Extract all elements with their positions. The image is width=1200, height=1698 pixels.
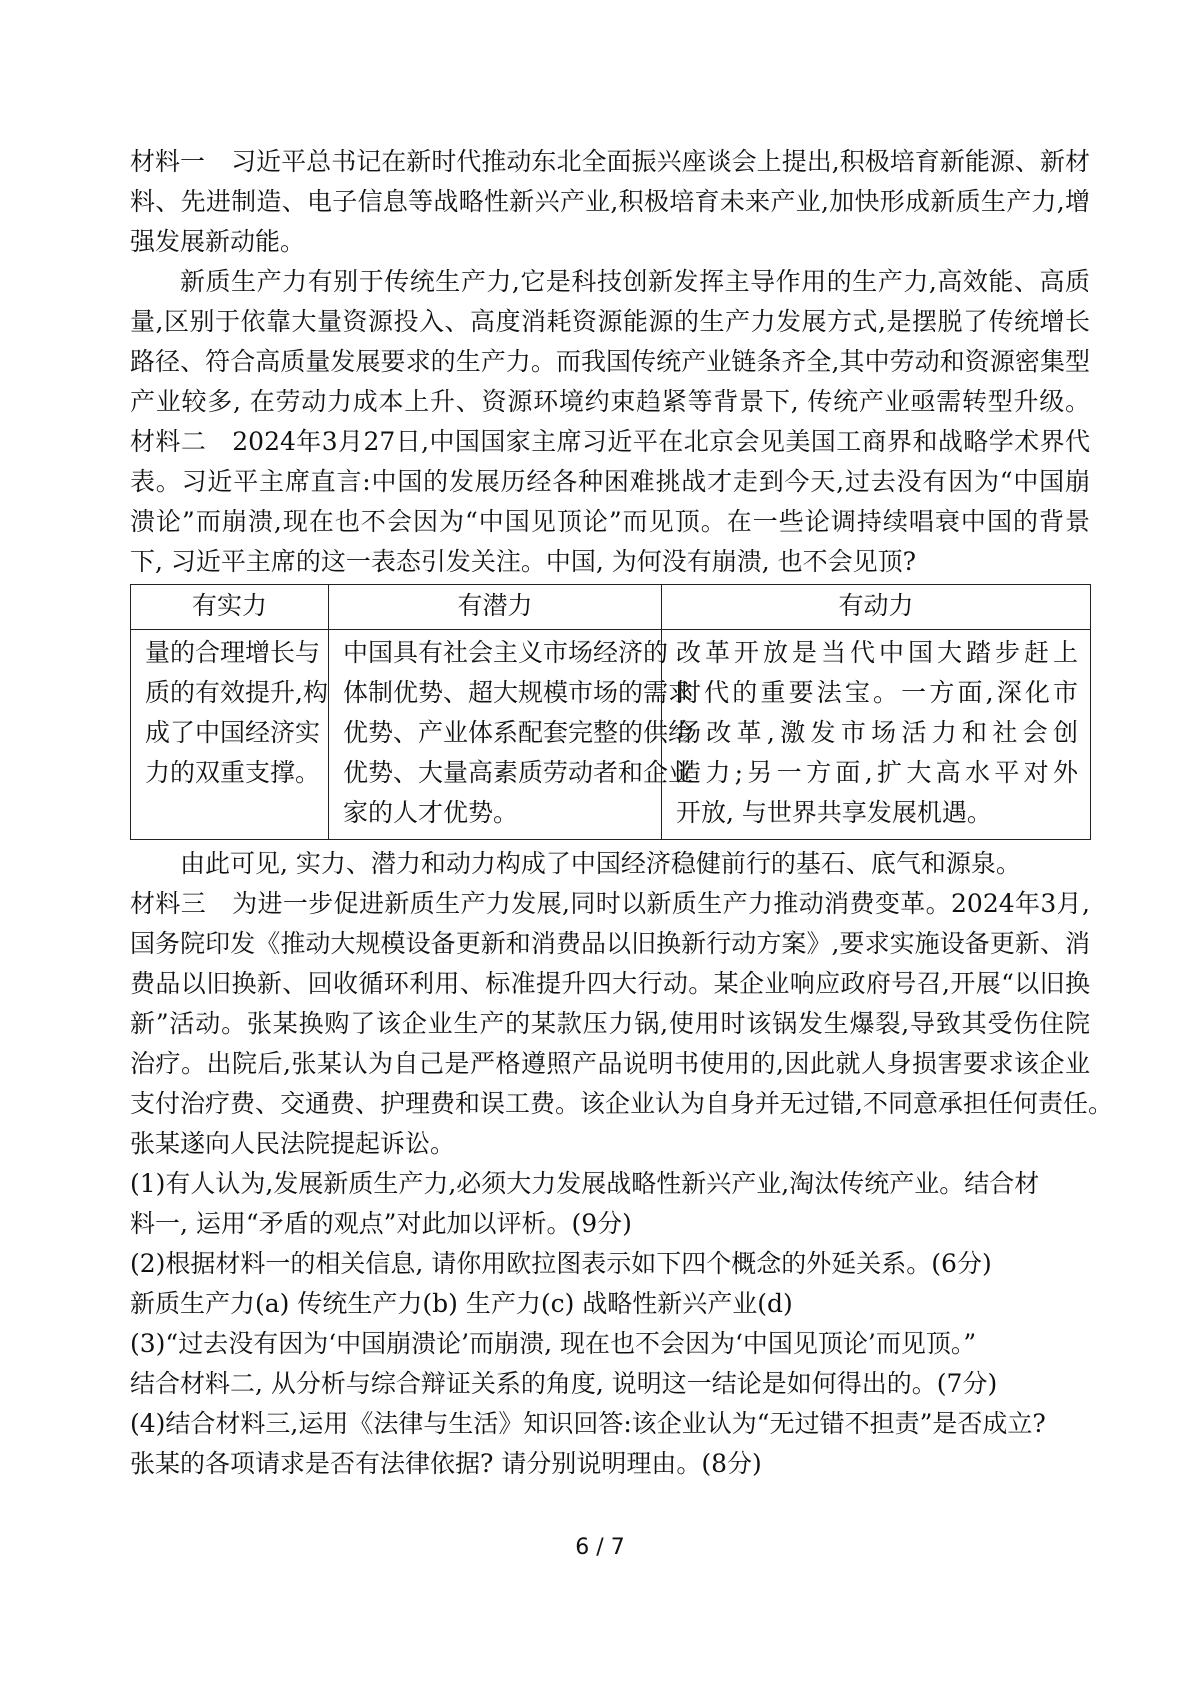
material2-conclusion: 由此可见, 实力、潜力和动力构成了中国经济稳健前行的基石、底气和源泉。 [180, 849, 1021, 878]
question-3-line-2: 结合材料二, 从分析与综合辩证关系的角度, 说明这一结论是如何得出的。(7分) [130, 1369, 998, 1398]
table-row [131, 630, 1091, 840]
material2-title: 材料二 [130, 427, 207, 456]
question-4-line-1: (4)结合材料三,运用《法律与生活》知识回答:该企业认为“无过错不担责”是否成立? [130, 1409, 1046, 1438]
material3-line-3: 费品以旧换新、回收循环利用、标准提升四大行动。某企业响应政府号召,开展“以旧换 [130, 969, 1090, 998]
material1-para2-line-4: 产业较多, 在劳动力成本上升、资源环境约束趋紧等背景下, 传统产业亟需转型升级。 [130, 387, 1090, 416]
document-content [130, 142, 1113, 1484]
material1-para2-line-1: 新质生产力有别于传统生产力,它是科技创新发挥主导作用的生产力,高效能、高质 [180, 267, 1090, 296]
material2-table [130, 584, 1091, 840]
material3-line-1: 材料三 为进一步促进新质生产力发展,同时以新质生产力推动消费变革。2024年3月, [130, 889, 1090, 918]
material2-line-4: 下, 习近平主席的这一表态引发关注。中国, 为何没有崩溃, 也不会见顶? [130, 547, 917, 576]
material1-line-1: 材料一 习近平总书记在新时代推动东北全面振兴座谈会上提出,积极培育新能源、新材 [130, 147, 1090, 176]
table-header-strength: 有实力 [131, 585, 329, 630]
table-cell-strength: 量的合理增长与 质的有效提升,构 成了中国经济实 力的双重支撑。 [131, 630, 329, 840]
material1-para2-line-2: 量,区别于依靠大量资源投入、高度消耗资源能源的生产力发展方式,是摆脱了传统增长 [130, 307, 1090, 336]
table-header-potential: 有潜力 [329, 585, 662, 630]
material3-line-7: 张某遂向人民法院提起诉讼。 [130, 1129, 456, 1158]
table-header-row [131, 585, 1091, 630]
question-1-line-2: 料一, 运用“矛盾的观点”对此加以评析。(9分) [130, 1209, 632, 1238]
page-number: 6 / 7 [575, 1535, 625, 1560]
material3-line-4: 新”活动。张某换购了该企业生产的某款压力锅,使用时该锅发生爆裂,导致其受伤住院 [130, 1009, 1090, 1038]
material1-para2-line-3: 路径、符合高质量发展要求的生产力。而我国传统产业链条齐全,其中劳动和资源密集型 [130, 347, 1090, 376]
table-header-momentum: 有动力 [662, 585, 1091, 630]
question-2-line-2: 新质生产力(a) 传统生产力(b) 生产力(c) 战略性新兴产业(d) [130, 1289, 793, 1318]
material3-line-6: 支付治疗费、交通费、护理费和误工费。该企业认为自身并无过错,不同意承担任何责任。 [130, 1089, 1113, 1118]
material3-line-2: 国务院印发《推动大规模设备更新和消费品以旧换新行动方案》,要求实施设备更新、消 [130, 929, 1090, 958]
question-2-line-1: (2)根据材料一的相关信息, 请你用欧拉图表示如下四个概念的外延关系。(6分) [130, 1249, 992, 1278]
table-cell-momentum: 改革开放是当代中国大踏步赶上 时代的重要法宝。一方面,深化市 场改革,激发市场活力和社会创 造力;另一方面,扩大高水平对外 开放, 与世界共享发展机遇。 [662, 630, 1091, 840]
question-1-line-1: (1)有人认为,发展新质生产力,必须大力发展战略性新兴产业,淘汰传统产业。结合材 [130, 1169, 1040, 1198]
material3-title: 材料三 [130, 889, 207, 918]
material2-line-2: 表。习近平主席直言:中国的发展历经各种困难挑战才走到今天,过去没有因为“中国崩 [130, 467, 1090, 496]
question-3-line-1: (3)“过去没有因为‘中国崩溃论’而崩溃, 现在也不会因为‘中国见顶论’而见顶。” [130, 1329, 977, 1358]
material1-line-3: 强发展新动能。 [130, 227, 306, 256]
material2-line-1: 材料二 2024年3月27日,中国国家主席习近平在北京会见美国工商界和战略学术界代 [130, 427, 1090, 456]
table-cell-potential: 中国具有社会主义市场经济的 体制优势、超大规模市场的需求 优势、产业体系配套完整的供给 优势、大量高素质劳动者和企业 家的人才优势。 [329, 630, 662, 840]
question-4-line-2: 张某的各项请求是否有法律依据? 请分别说明理由。(8分) [130, 1449, 762, 1478]
material1-title: 材料一 [130, 147, 206, 176]
material2-line-3: 溃论”而崩溃,现在也不会因为“中国见顶论”而见顶。在一些论调持续唱衰中国的背景 [130, 507, 1090, 536]
material1-line-2: 料、先进制造、电子信息等战略性新兴产业,积极培育未来产业,加快形成新质生产力,增 [130, 187, 1090, 216]
material3-line-5: 治疗。出院后,张某认为自己是严格遵照产品说明书使用的,因此就人身损害要求该企业 [130, 1049, 1090, 1078]
